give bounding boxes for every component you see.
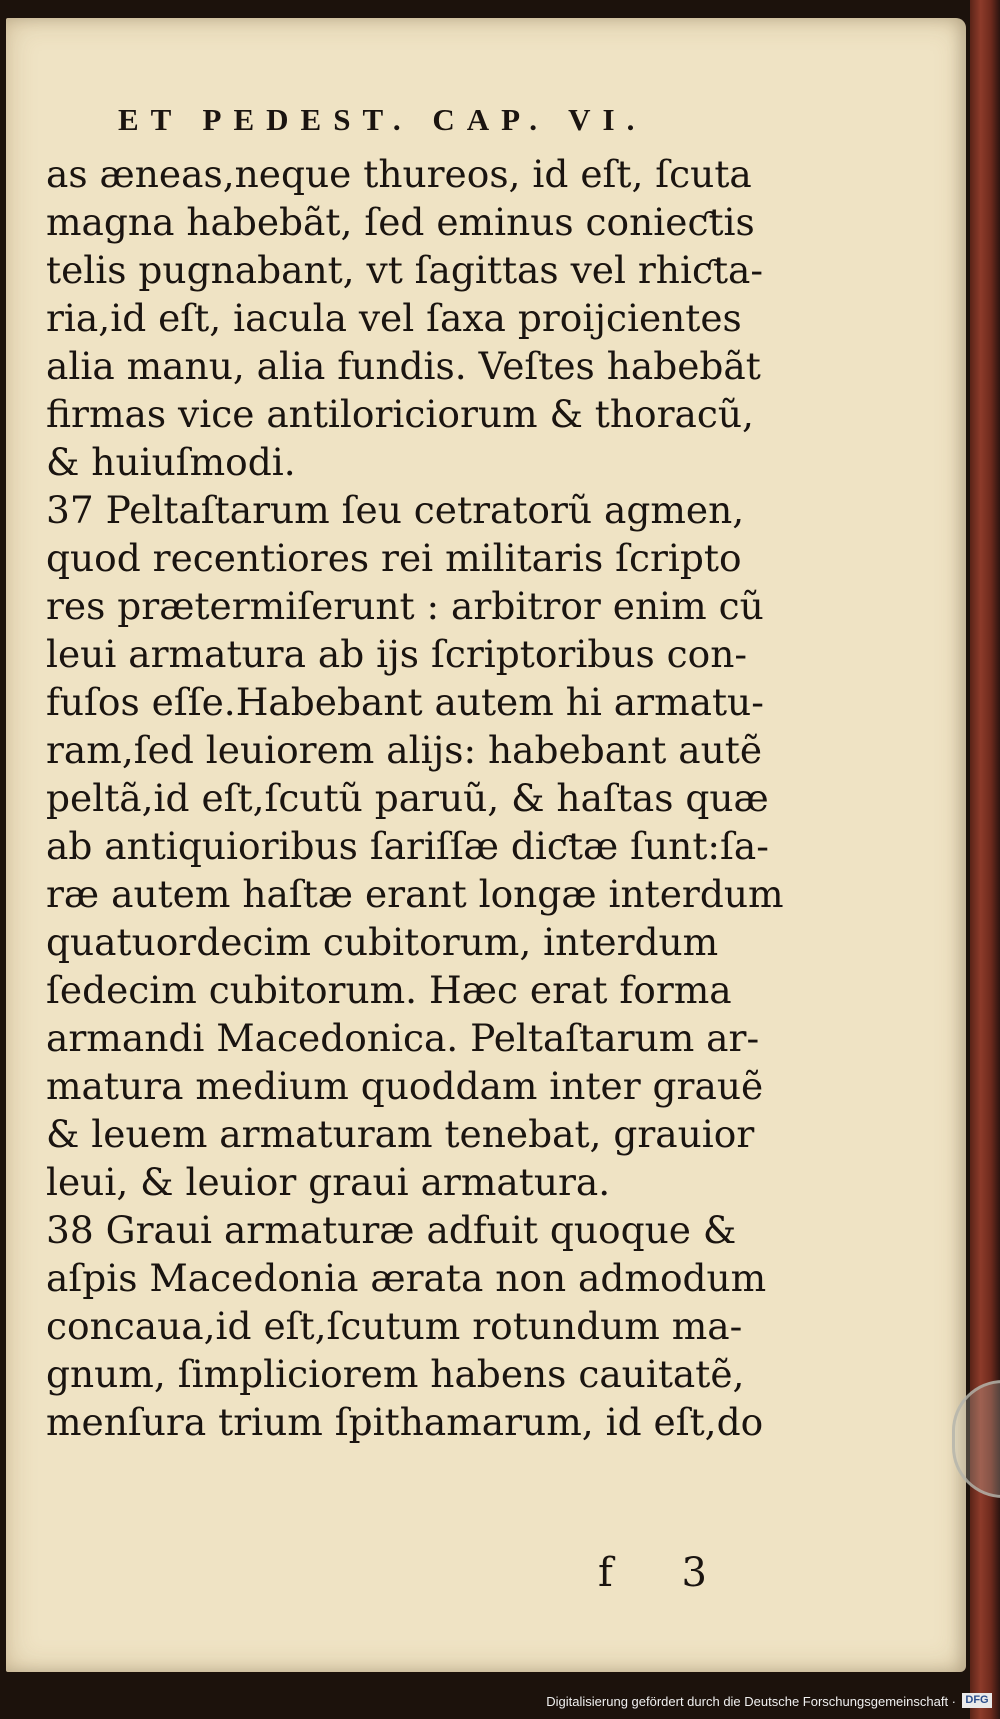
text-line: armandi Macedonica. Peltaſtarum ar- (46, 1016, 760, 1060)
text-line: as æneas,neque thureos, id eſt, ſcuta (46, 152, 752, 196)
text-line: concaua,id eſt,ſcutum rotundum ma- (46, 1304, 743, 1348)
text-line: alia manu, alia fundis. Veſtes habebãt (46, 344, 761, 388)
text-line: aſpis Macedonia ærata non admodum (46, 1256, 767, 1300)
text-line: matura medium quoddam inter grauẽ (46, 1064, 764, 1108)
text-line: ſedecim cubitorum. Hæc erat forma (46, 968, 732, 1012)
text-line: quatuordecim cubitorum, interdum (46, 920, 719, 964)
text-line: firmas vice antiloriciorum & thoracũ, (46, 392, 754, 436)
text-line: fuſos eſſe.Habebant autem hi armatu- (46, 680, 764, 724)
text-line: ab antiquioribus ſariſſæ diƈtæ ſunt:ſa- (46, 824, 769, 868)
text-line: peltã,id eſt,ſcutũ paruũ, & haſtas quæ (46, 776, 769, 820)
running-head: ET PEDEST. CAP. VI. (118, 102, 647, 137)
text-line: ræ autem haſtæ erant longæ interdum (46, 872, 784, 916)
text-line: ria,id eſt, iacula vel ſaxa proijcientes (46, 296, 742, 340)
text-line: quod recentiores rei militaris ſcripto (46, 536, 742, 580)
text-line: & leuem armaturam tenebat, grauior (46, 1112, 755, 1156)
text-line: gnum, ſimpliciorem habens cauitatẽ, (46, 1352, 745, 1396)
text-line: 38 Graui armaturæ adfuit quoque & (46, 1208, 737, 1252)
text-line: leui armatura ab ijs ſcriptoribus con- (46, 632, 748, 676)
text-line: 37 Peltaſtarum ſeu cetratorũ agmen, (46, 488, 745, 532)
text-line: res prætermiſerunt : arbitror enim cũ (46, 584, 764, 628)
dfg-logo: DFG (962, 1693, 992, 1708)
text-line: & huiuſmodi. (46, 440, 296, 484)
text-line: telis pugnabant, vt ſagittas vel rhiƈta- (46, 248, 764, 292)
signature-mark: f 3 (598, 1550, 735, 1596)
digitization-credit: Digitalisierung gefördert durch die Deutsche Forschungsgemeinschaft · (546, 1694, 956, 1709)
text-line: ram,ſed leuiorem alijs: habebant autẽ (46, 728, 763, 772)
text-line: leui, & leuior graui armatura. (46, 1160, 611, 1204)
book-page (6, 18, 966, 1672)
text-line: magna habebãt, ſed eminus conieƈtis (46, 200, 755, 244)
text-line: menſura trium ſpithamarum, id eſt,do (46, 1400, 764, 1444)
